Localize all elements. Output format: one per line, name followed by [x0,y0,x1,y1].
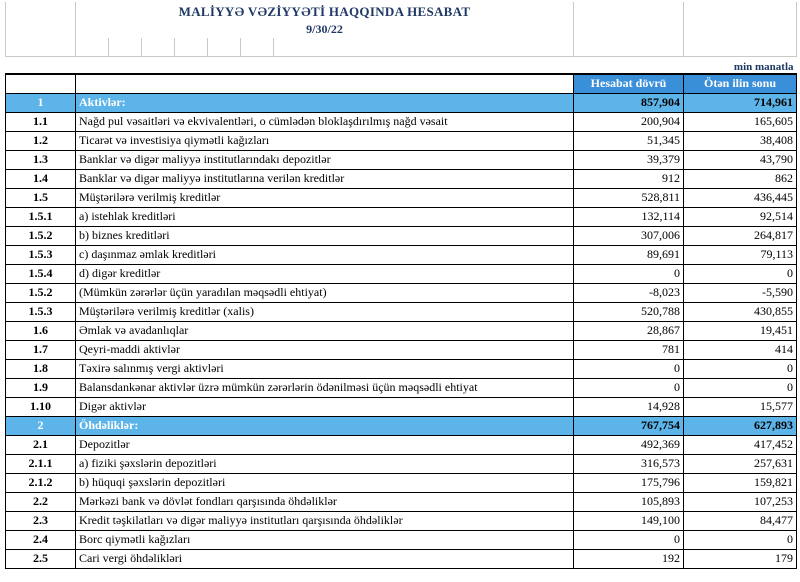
row-label: Öhdəliklər: [76,416,574,435]
row-code: 1 [6,93,76,112]
row-label: Nağd pul vəsaitləri və ekvivalentləri, o cümlədən bloklaşdırılmış nağd vəsait [76,112,574,131]
value-prior: 15,577 [684,397,797,416]
value-prior: 714,961 [684,93,797,112]
value-current: 0 [574,378,684,397]
row-code: 1.9 [6,378,76,397]
value-current: 520,788 [574,302,684,321]
row-code: 2.1.2 [6,473,76,492]
row-label: b) biznes kreditləri [76,226,574,245]
section-header-row [6,93,797,112]
row-label: Banklar və digər maliyyə institutlarındakı depozitlər [76,150,574,169]
value-current: 912 [574,169,684,188]
value-current: 175,796 [574,473,684,492]
row-label: a) fiziki şəxslərin depozitləri [76,454,574,473]
value-prior: -5,590 [684,283,797,302]
value-current: 492,369 [574,435,684,454]
row-code: 1.7 [6,340,76,359]
unit-label: min manatla [684,56,797,74]
value-current: 51,345 [574,131,684,150]
value-prior: 430,855 [684,302,797,321]
table-row [6,530,797,549]
row-code: 1.5.2 [6,283,76,302]
table-row [6,397,797,416]
section-header-row [6,416,797,435]
row-label: Aktivlər: [76,93,574,112]
value-current: 28,867 [574,321,684,340]
row-code: 2.1 [6,435,76,454]
table-row [6,378,797,397]
row-code: 2.1.1 [6,454,76,473]
value-prior: 179 [684,549,797,568]
column-header-current: Hesabat dövrü [574,74,684,93]
row-code: 1.5.2 [6,226,76,245]
row-code: 2.5 [6,549,76,568]
row-code: 1.8 [6,359,76,378]
report-title: MALİYYƏ VƏZİYYƏTİ HAQQINDA HESABAT [76,2,574,21]
table-row [6,283,797,302]
table-row [6,131,797,150]
row-label: Təxirə salınmış vergi aktivləri [76,359,574,378]
table-row [6,435,797,454]
table-row [6,549,797,568]
row-label: c) daşınmaz əmlak kreditləri [76,245,574,264]
value-prior: 43,790 [684,150,797,169]
row-label: Qeyri-maddi aktivlər [76,340,574,359]
table-row [6,264,797,283]
row-label: Mərkəzi bank və dövlət fondları qarşısında öhdəliklər [76,492,574,511]
value-current: 149,100 [574,511,684,530]
value-prior: 627,893 [684,416,797,435]
value-prior: 414 [684,340,797,359]
row-code: 1.5.3 [6,245,76,264]
row-code: 1.5.3 [6,302,76,321]
row-label: Banklar və digər maliyyə institutlarına verilən kreditlər [76,169,574,188]
row-label: Cari vergi öhdəlikləri [76,549,574,568]
value-current: 105,893 [574,492,684,511]
value-prior: 92,514 [684,207,797,226]
row-code: 1.1 [6,112,76,131]
row-label: b) hüquqi şəxslərin depozitləri [76,473,574,492]
value-prior: 0 [684,264,797,283]
table-row [6,226,797,245]
value-prior: 19,451 [684,321,797,340]
value-current: 767,754 [574,416,684,435]
table-row [6,473,797,492]
value-current: 0 [574,359,684,378]
table-row [6,511,797,530]
value-prior: 436,445 [684,188,797,207]
column-header-prior: Ötən ilin sonu [684,74,797,93]
row-code: 1.5 [6,188,76,207]
table-row [6,302,797,321]
value-current: 307,006 [574,226,684,245]
value-prior: 0 [684,359,797,378]
balance-sheet-table [5,2,797,569]
row-label: Əmlak və avadanlıqlar [76,321,574,340]
row-label: Kredit təşkilatları və digər maliyyə institutları qarşısında öhdəliklər [76,511,574,530]
value-current: 0 [574,530,684,549]
table-body [6,93,797,568]
table-row [6,112,797,131]
row-code: 1.6 [6,321,76,340]
row-label: d) digər kreditlər [76,264,574,283]
row-code: 2.3 [6,511,76,530]
table-row [6,169,797,188]
value-current: 39,379 [574,150,684,169]
row-code: 1.2 [6,131,76,150]
table-row [6,207,797,226]
value-prior: 0 [684,378,797,397]
row-code: 2.4 [6,530,76,549]
row-label: Depozitlər [76,435,574,454]
row-code: 1.5.4 [6,264,76,283]
row-code: 2.2 [6,492,76,511]
row-code: 1.3 [6,150,76,169]
row-label: (Mümkün zərərlər üçün yaradılan məqsədli ehtiyat) [76,283,574,302]
row-label: Balansdankənar aktivlər üzrə mümkün zərərlərin ödənilməsi üçün məqsədli ehtiyat [76,378,574,397]
value-current: 781 [574,340,684,359]
row-code: 1.10 [6,397,76,416]
value-current: 316,573 [574,454,684,473]
value-current: 857,904 [574,93,684,112]
row-code: 1.5.1 [6,207,76,226]
value-current: 0 [574,264,684,283]
row-label: Borc qiymətli kağızları [76,530,574,549]
value-current: 132,114 [574,207,684,226]
value-current: -8,023 [574,283,684,302]
value-current: 14,928 [574,397,684,416]
value-prior: 165,605 [684,112,797,131]
value-current: 192 [574,549,684,568]
value-prior: 264,817 [684,226,797,245]
row-label: Müştərilərə verilmiş kreditlər [76,188,574,207]
table-row [6,492,797,511]
value-prior: 257,631 [684,454,797,473]
row-label: Digər aktivlər [76,397,574,416]
value-prior: 417,452 [684,435,797,454]
row-label: Müştərilərə verilmiş kreditlər (xalis) [76,302,574,321]
value-prior: 862 [684,169,797,188]
value-prior: 159,821 [684,473,797,492]
table-row [6,188,797,207]
value-current: 528,811 [574,188,684,207]
table-row [6,340,797,359]
value-current: 200,904 [574,112,684,131]
report-date: 9/30/22 [76,21,574,38]
value-prior: 84,477 [684,511,797,530]
table-row [6,321,797,340]
row-label: a) istehlak kreditləri [76,207,574,226]
table-row [6,245,797,264]
row-label: Ticarət və investisiya qiymətli kağızları [76,131,574,150]
table-row [6,150,797,169]
value-prior: 107,253 [684,492,797,511]
row-code: 2 [6,416,76,435]
value-prior: 0 [684,530,797,549]
value-prior: 79,113 [684,245,797,264]
value-current: 89,691 [574,245,684,264]
table-row [6,454,797,473]
value-prior: 38,408 [684,131,797,150]
table-row [6,359,797,378]
row-code: 1.4 [6,169,76,188]
